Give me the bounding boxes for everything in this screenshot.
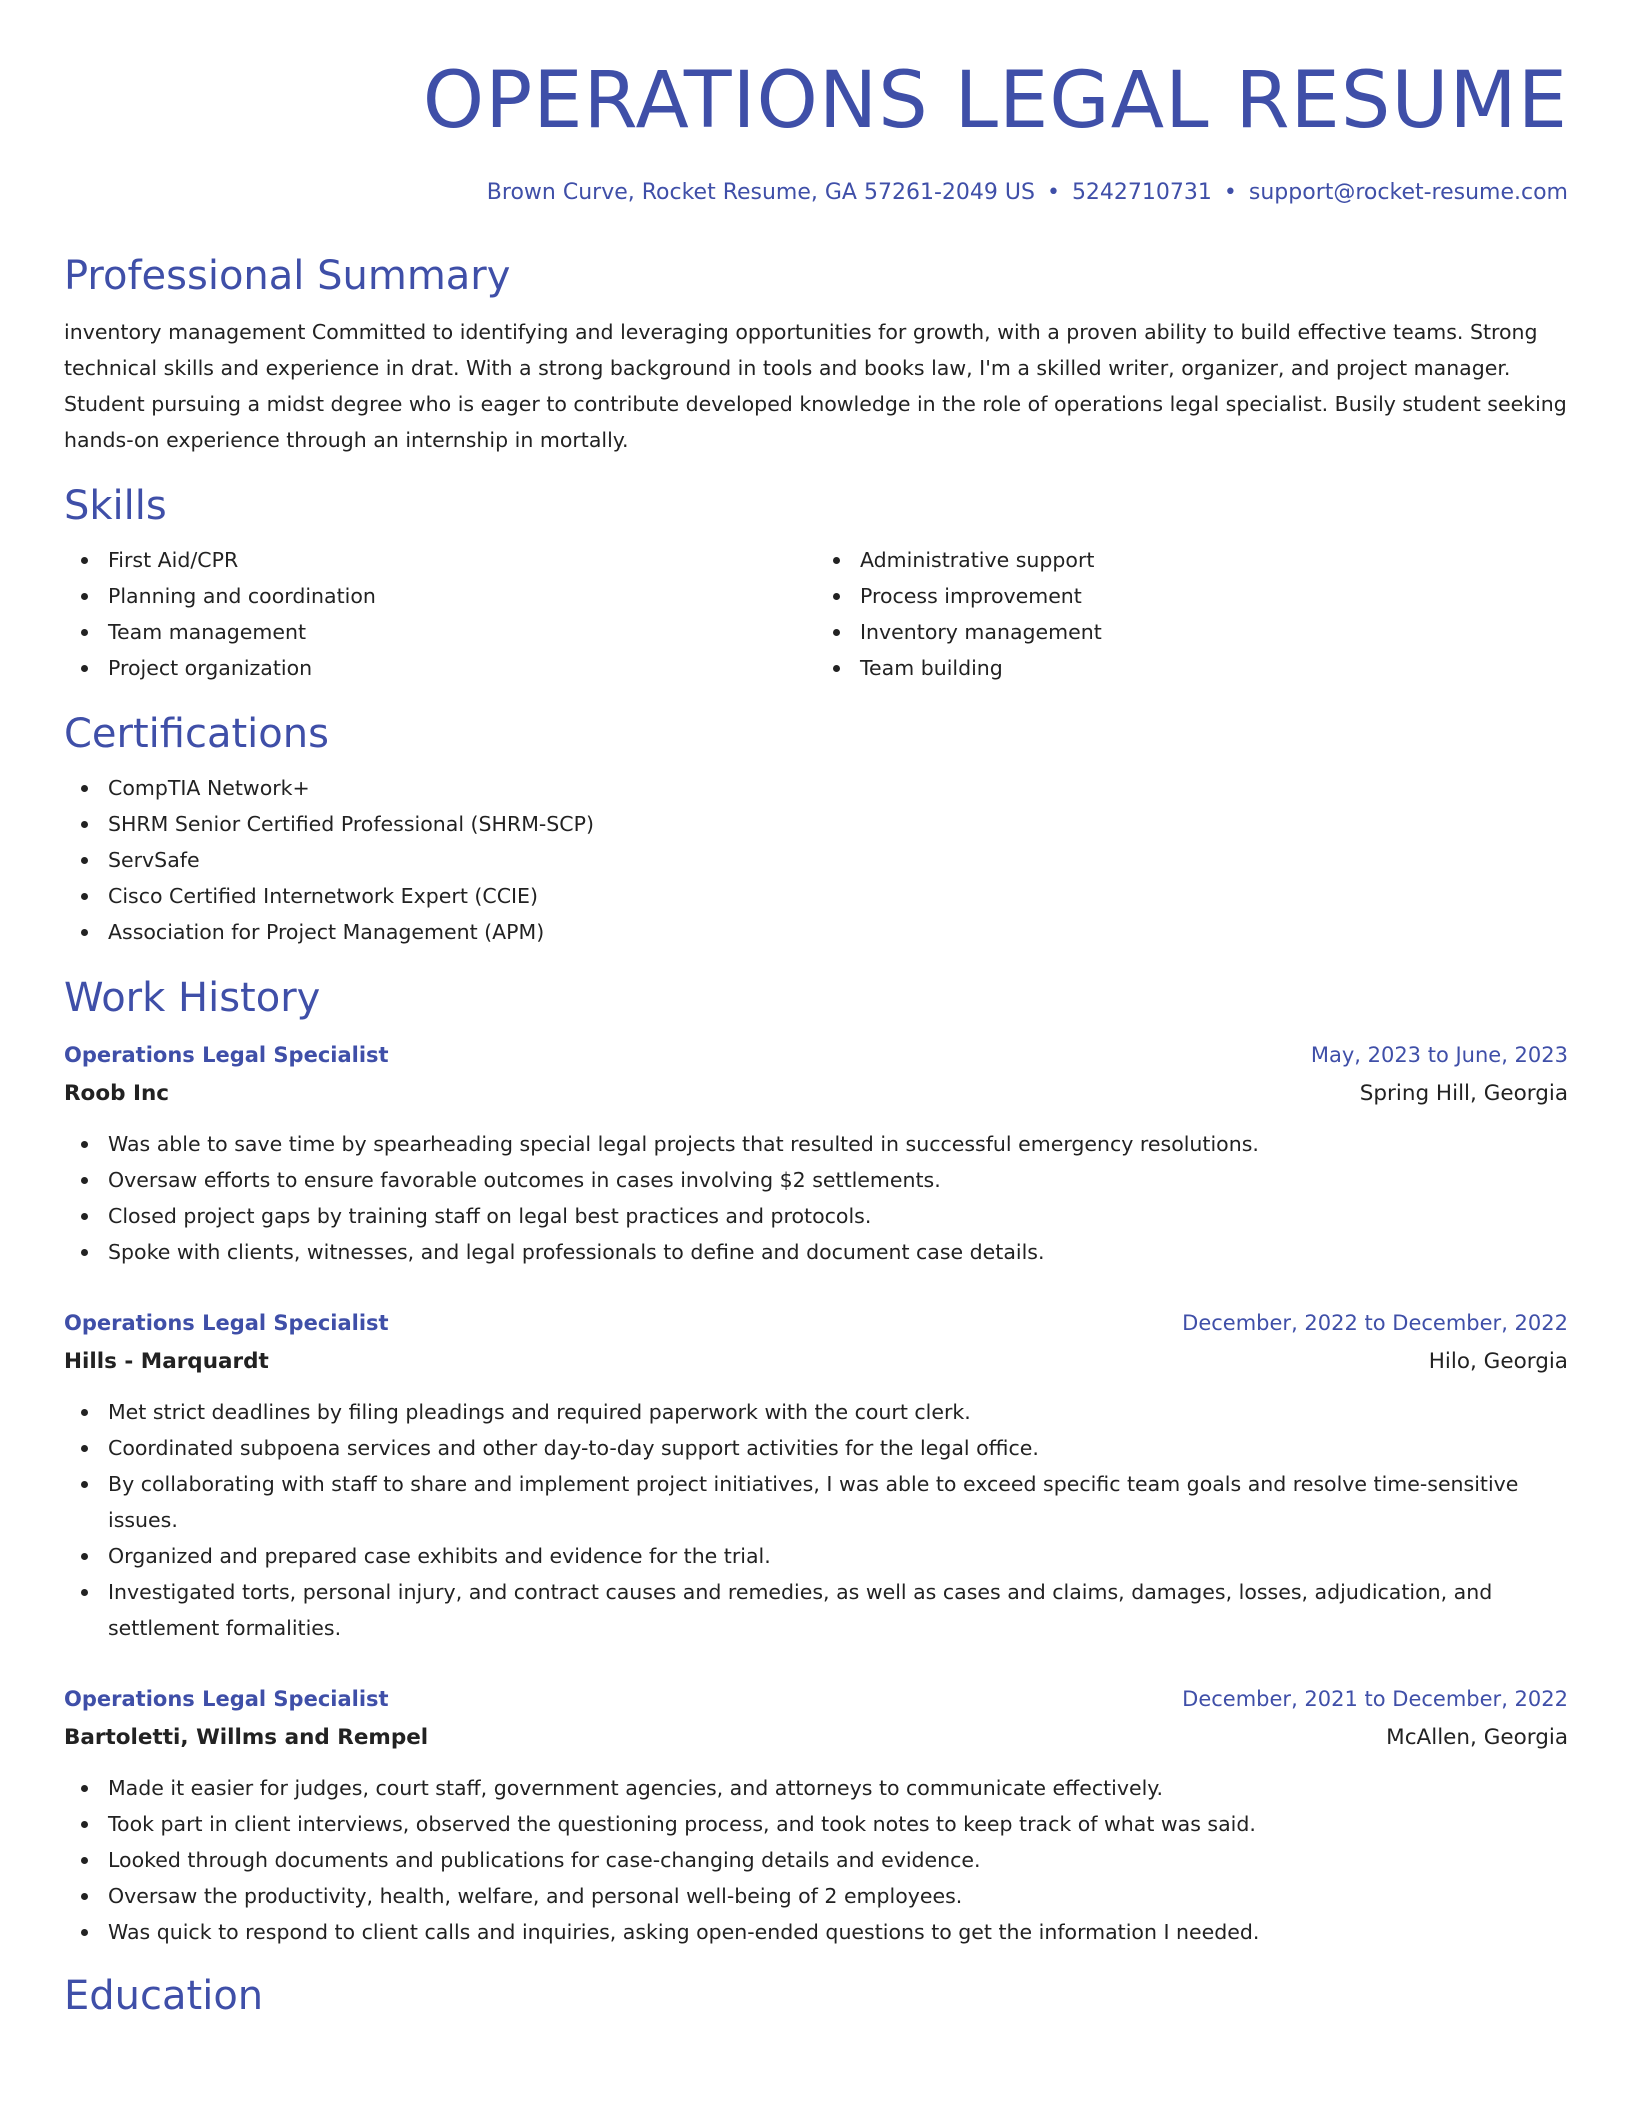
job-bullet: Was able to save time by spearheading special legal projects that resulted in successful emergency resolutions. <box>108 1126 1568 1162</box>
job-bullet: Oversaw the productivity, health, welfare, and personal well-being of 2 employees. <box>108 1878 1568 1914</box>
summary-heading: Professional Summary <box>64 253 511 300</box>
skill-item: Process improvement <box>860 578 1568 614</box>
skill-item: Team management <box>108 614 816 650</box>
job-location: Hilo, Georgia <box>1428 1349 1568 1375</box>
job-header <box>64 1680 1568 1718</box>
certification-item: SHRM Senior Certified Professional (SHRM-SCP) <box>108 806 1568 842</box>
skill-item: First Aid/CPR <box>108 542 816 578</box>
job-title: Operations Legal Specialist <box>64 1043 389 1068</box>
skill-item: Inventory management <box>860 614 1568 650</box>
skill-item: Administrative support <box>860 542 1568 578</box>
job-subheader <box>64 1718 1568 1758</box>
contact-phone: 5242710731 <box>1071 180 1212 205</box>
job-bullet: Coordinated subpoena services and other day-to-day support activities for the legal office. <box>108 1430 1568 1466</box>
job-bullet: Organized and prepared case exhibits and evidence for the trial. <box>108 1538 1568 1574</box>
job-dates: May, 2023 to June, 2023 <box>1310 1043 1568 1068</box>
job-location: Spring Hill, Georgia <box>1359 1081 1568 1107</box>
job-header <box>64 1036 1568 1074</box>
job-title: Operations Legal Specialist <box>64 1687 389 1712</box>
job-bullet: Met strict deadlines by filing pleadings and required paperwork with the court clerk. <box>108 1394 1568 1430</box>
job-dates: December, 2022 to December, 2022 <box>1182 1311 1568 1336</box>
job-bullets <box>64 1770 1568 1950</box>
job-bullets <box>64 1126 1568 1270</box>
certification-item: ServSafe <box>108 842 1568 878</box>
contact-separator: • <box>1223 180 1237 205</box>
job-bullet: Looked through documents and publications for case-changing details and evidence. <box>108 1842 1568 1878</box>
resume-title: OPERATIONS LEGAL RESUME <box>422 56 1568 146</box>
contact-line <box>64 180 1568 206</box>
job-subheader <box>64 1074 1568 1114</box>
education-heading: Education <box>64 1973 264 2020</box>
job-bullet: Took part in client interviews, observed the questioning process, and took notes to keep track of what was said. <box>108 1806 1568 1842</box>
skills-list <box>64 542 1568 686</box>
summary-text: inventory management Committed to identifying and leveraging opportunities for growth, with a proven ability to build effective teams. Strong technical skills and experience in drat. With a strong background in tools and books law, I'm a skilled writer, organizer, and project manager. Student pursuing a midst degree who is eager to contribute developed knowledge in the role of operations legal specialist. Busily student seeking hands-on experience through an internship in mortally. <box>64 320 1567 453</box>
job-company: Roob Inc <box>64 1081 170 1107</box>
job-bullet: Was quick to respond to client calls and inquiries, asking open-ended questions to get the information I needed. <box>108 1914 1568 1950</box>
job-bullet: Made it easier for judges, court staff, government agencies, and attorneys to communicate effectively. <box>108 1770 1568 1806</box>
job-bullet: Closed project gaps by training staff on legal best practices and protocols. <box>108 1198 1568 1234</box>
contact-separator: • <box>1046 180 1060 205</box>
skills-column-right <box>816 542 1568 686</box>
job-company: Bartoletti, Willms and Rempel <box>64 1725 429 1751</box>
job-company: Hills - Marquardt <box>64 1349 269 1375</box>
skills-heading: Skills <box>64 483 167 530</box>
contact-address: Brown Curve, Rocket Resume, GA 57261-2049 US <box>486 180 1035 205</box>
job-bullet: Spoke with clients, witnesses, and legal professionals to define and document case details. <box>108 1234 1568 1270</box>
job-dates: December, 2021 to December, 2022 <box>1182 1687 1568 1712</box>
skill-item: Planning and coordination <box>108 578 816 614</box>
job-bullet: Investigated torts, personal injury, and contract causes and remedies, as well as cases and claims, damages, losses, adjudication, and settlement formalities. <box>108 1574 1568 1646</box>
skills-column-left <box>64 542 816 686</box>
certification-item: Cisco Certified Internetwork Expert (CCIE) <box>108 878 1568 914</box>
job-header <box>64 1304 1568 1342</box>
certifications-list <box>64 770 1568 950</box>
job-entry <box>64 1036 1568 1270</box>
job-title: Operations Legal Specialist <box>64 1311 389 1336</box>
job-location: McAllen, Georgia <box>1386 1725 1568 1751</box>
certification-item: Association for Project Management (APM) <box>108 914 1568 950</box>
job-bullets <box>64 1394 1568 1646</box>
job-entry <box>64 1304 1568 1646</box>
work-history-heading: Work History <box>64 975 321 1022</box>
certification-item: CompTIA Network+ <box>108 770 1568 806</box>
skill-item: Project organization <box>108 650 816 686</box>
certifications-heading: Certifications <box>64 711 329 758</box>
contact-email[interactable]: support@rocket-resume.com <box>1248 180 1568 205</box>
job-bullet: Oversaw efforts to ensure favorable outcomes in cases involving $2 settlements. <box>108 1162 1568 1198</box>
job-bullet: By collaborating with staff to share and implement project initiatives, I was able to exceed specific team goals and resolve time-sensitive issues. <box>108 1466 1568 1538</box>
job-subheader <box>64 1342 1568 1382</box>
resume-page <box>64 0 1568 2020</box>
skill-item: Team building <box>860 650 1568 686</box>
job-entry <box>64 1680 1568 1950</box>
